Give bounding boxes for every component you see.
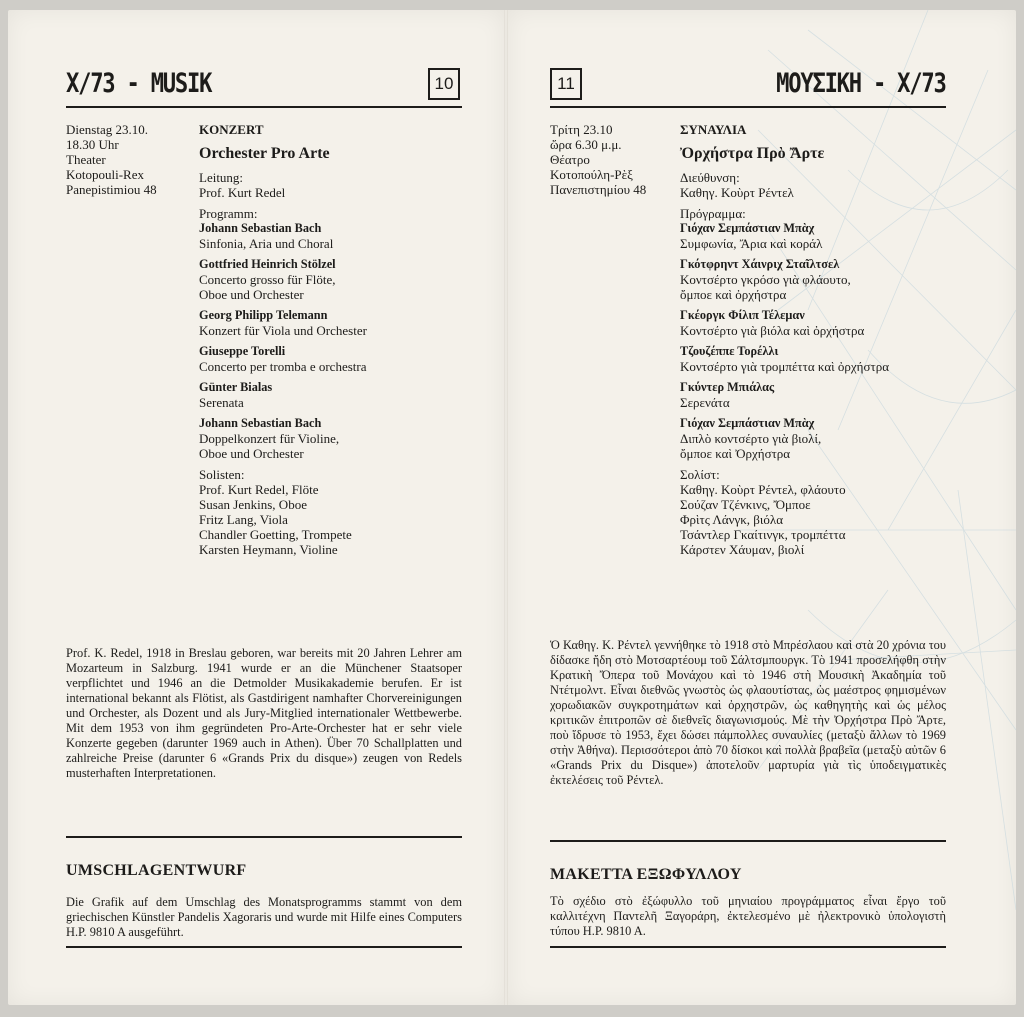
venue-line: Theater xyxy=(66,152,106,167)
program-work: ὄμποε καὶ ὀρχήστρα xyxy=(680,287,787,302)
concert-details xyxy=(680,122,889,557)
venue-line: Θέατρο xyxy=(550,152,590,167)
footer-rule xyxy=(550,946,946,948)
venue-line: Kotopouli-Rex xyxy=(66,167,144,182)
venue-line: 18.30 Uhr xyxy=(66,137,119,152)
program-work: Κοντσέρτο γιὰ τρομπέττα καὶ ὀρχήστρα xyxy=(680,359,890,374)
soloist: Chandler Goetting, Trompete xyxy=(199,527,352,542)
ensemble-name: Orchester Pro Arte xyxy=(199,145,330,162)
event-type: KONZERT xyxy=(199,122,264,137)
footer-rule xyxy=(66,946,462,948)
program-work: Concerto per tromba e orchestra xyxy=(199,359,367,374)
right-page xyxy=(508,10,1016,1005)
program-work: Κοντσέρτο γιὰ βιόλα καὶ ὀρχήστρα xyxy=(680,323,865,338)
venue-info xyxy=(66,122,157,197)
program-work: Διπλὸ κοντσέρτο γιὰ βιολί, xyxy=(680,431,822,446)
ensemble-name: Ὀρχήστρα Πρὸ Ἄρτε xyxy=(680,145,825,162)
program-composer: Günter Bialas xyxy=(199,380,273,394)
venue-line: Dienstag 23.10. xyxy=(66,122,148,137)
soloist: Karsten Heymann, Violine xyxy=(199,542,338,557)
conductor-name: Καθηγ. Κοὺρτ Ρέντελ xyxy=(680,185,794,200)
page-number: 10 xyxy=(428,68,460,100)
cover-heading: UMSCHLAGENTWURF xyxy=(66,862,247,879)
page-title: X/73 - MUSIK xyxy=(66,68,212,99)
program-work: Konzert für Viola und Orchester xyxy=(199,323,367,338)
soloist: Καθηγ. Κοὺρτ Ρέντελ, φλάουτο xyxy=(680,482,846,497)
program-composer: Γιόχαν Σεμπάστιαν Μπὰχ xyxy=(680,221,815,235)
program-composer: Johann Sebastian Bach xyxy=(199,221,322,235)
program-work: Sinfonia, Aria und Choral xyxy=(199,236,334,251)
cover-text: Τὸ σχέδιο στὸ ἐξώφυλλο τοῦ μηνιαίου προγράμματος εἶναι ἔργο τοῦ καλλιτέχνη Παντελῆ Ξαγοράρη, ἐκτελεσμένο μὲ ἠλεκτρονικὸ ὑπολογιστὴ τύπου H.P. 9810 A. xyxy=(550,894,946,938)
program-composer: Τζουζέππε Τορέλλι xyxy=(680,344,779,358)
program-work: Σερενάτα xyxy=(680,395,730,410)
venue-line: Τρίτη 23.10 xyxy=(550,122,613,137)
soloist: Susan Jenkins, Oboe xyxy=(199,497,307,512)
program-work: Concerto grosso für Flöte, xyxy=(199,272,336,287)
program-label: Programm: xyxy=(199,206,258,221)
section-rule xyxy=(550,840,946,842)
program-work: Συμφωνία, Ἄρια καὶ κοράλ xyxy=(680,236,823,251)
leitung-label: Leitung: xyxy=(199,170,244,185)
biography-text: Ὁ Καθηγ. Κ. Ρέντελ γεννήθηκε τὸ 1918 στὸ Μπρέσλαου καὶ στὰ 20 χρόνια του δίδασκε ἤδη στὸ Μοτσαρτέουμ τοῦ Σάλτσμπουργκ. Τὸ 1941 προσελήφθη στὴν Κρατικὴ Ὄπερα τοῦ Μονάχου καὶ τὸ 1946 στὴ Μουσικὴ Ἀκαδημία τοῦ Ντέτμολντ. Εἶναι διεθνῶς γνωστὸς ὡς φλαουτίστας, ὡς μαέστρος φημισμένων χορωδιακῶν συγκροτημάτων καὶ ὀρχηστρῶν, ὡς καθηγητὴς καὶ ὡς μέλος κριτικῶν ἐπιτροπῶν σὲ διεθνεῖς διαγωνισμούς. Μὲ τὴν Ὀρχήστρα Πρὸ Ἄρτε, ποὺ ἵδρυσε τὸ 1953, ἔχει δώσει πάμπολλες συναυλίες (μεταξὺ ἄλλων τὸ 1969 στὴν Ἀθήνα). Περισσότεροι ἀπὸ 70 δίσκοι καὶ πολλὰ βραβεῖα (μεταξὺ αὐτῶν 6 «Grands Prix du Disque») ἀποτελοῦν μαρτυρία γιὰ τὶς ὑποδειγματικὲς ἐκτελέσεις τοῦ Ρέντελ. xyxy=(550,638,946,787)
program-work: Serenata xyxy=(199,395,244,410)
cover-heading: ΜΑΚΕΤΤΑ ΕΞΩΦΥΛΛΟΥ xyxy=(550,866,742,883)
page-title: ΜΟΥΣΙΚΗ - X/73 xyxy=(776,68,946,99)
soloist: Σούζαν Τζένκινς, Ὄμποε xyxy=(680,497,811,512)
program-composer: Γιόχαν Σεμπάστιαν Μπὰχ xyxy=(680,416,815,430)
soloist: Φρὶτς Λάνγκ, βιόλα xyxy=(680,512,784,527)
leitung-label: Διεύθυνση: xyxy=(680,170,740,185)
program-label: Πρόγραμμα: xyxy=(680,206,746,221)
soloists-label: Solisten: xyxy=(199,467,245,482)
header-rule xyxy=(66,106,462,108)
event-type: ΣΥΝΑΥΛΙΑ xyxy=(680,122,747,137)
concert-details xyxy=(199,122,367,557)
conductor-name: Prof. Kurt Redel xyxy=(199,185,286,200)
program-composer: Georg Philipp Telemann xyxy=(199,308,328,322)
program-work: Κοντσέρτο γκρόσο γιὰ φλάουτο, xyxy=(680,272,851,287)
program-work: Oboe und Orchester xyxy=(199,446,304,461)
program-work: ὄμποε καὶ Ὀρχήστρα xyxy=(680,446,791,461)
soloist: Fritz Lang, Viola xyxy=(199,512,288,527)
venue-line: Panepistimiou 48 xyxy=(66,182,157,197)
program-work: Doppelkonzert für Violine, xyxy=(199,431,340,446)
soloist: Τσάντλερ Γκαίτινγκ, τρομπέττα xyxy=(680,527,846,542)
biography-text: Prof. K. Redel, 1918 in Breslau geboren, war bereits mit 20 Jahren Lehrer am Mozarteum in Salzburg. 1941 wurde er an die Münchener Staatsoper verpflichtet und 1946 an die Detmolder Musikakademie berufen. Er ist international bekannt als Flötist, als Gastdirigent namhafter Chorvereinigungen und Orchester, als Dozent und als Jury-Mitglied internationaler Wettbewerbe. Mit dem 1953 von ihm gegründeten Pro-Arte-Orchester hat er sehr viele Konzerte gegeben (darunter 1969 auch in Athen). Über 70 Schallplatten und zahlreiche Preise (darunter 6 «Grands Prix du disque») zeugen von Redels musterhaften Interpretationen. xyxy=(66,646,462,780)
program-composer: Γκύντερ Μπιάλας xyxy=(680,380,775,394)
program-composer: Johann Sebastian Bach xyxy=(199,416,322,430)
program-composer: Giuseppe Torelli xyxy=(199,344,286,358)
header-rule xyxy=(550,106,946,108)
venue-info xyxy=(550,122,646,197)
program-composer: Gottfried Heinrich Stölzel xyxy=(199,257,336,271)
left-page xyxy=(8,10,504,1005)
program-composer: Γκότφρηντ Χάινριχ Σταῖλτσελ xyxy=(680,257,840,271)
program-composer: Γκέοργκ Φίλιπ Τέλεμαν xyxy=(680,308,805,322)
page-number: 11 xyxy=(550,68,582,100)
venue-line: Κοτοπούλη-Ρὲξ xyxy=(550,167,633,182)
soloist: Κάρστεν Χάυμαν, βιολί xyxy=(680,542,805,557)
section-rule xyxy=(66,836,462,838)
program-work: Oboe und Orchester xyxy=(199,287,304,302)
soloist: Prof. Kurt Redel, Flöte xyxy=(199,482,319,497)
cover-text: Die Grafik auf dem Umschlag des Monatsprogramms stammt von dem griechischen Künstler Pandelis Xagoraris und wurde mit Hilfe eines Computers H.P. 9810 A ausgeführt. xyxy=(66,895,462,939)
venue-line: Πανεπιστημίου 48 xyxy=(550,182,647,197)
soloists-label: Σολίστ: xyxy=(680,467,720,482)
venue-line: ὥρα 6.30 μ.μ. xyxy=(550,137,622,152)
